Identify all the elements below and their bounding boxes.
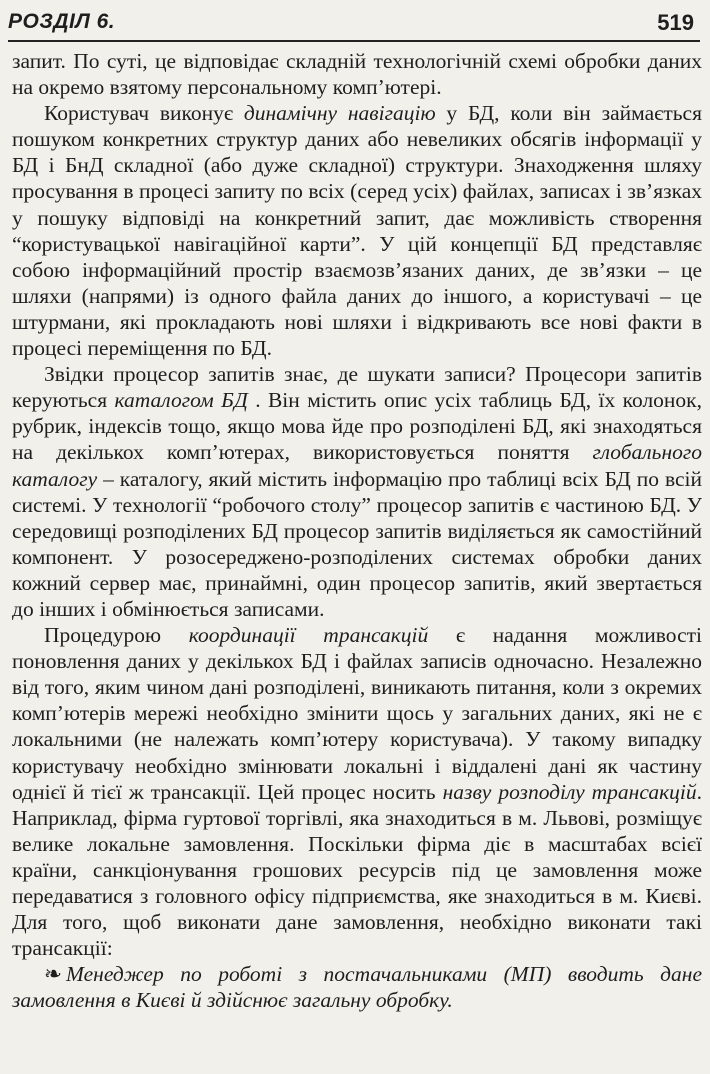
italic-term: динамічну навігацію bbox=[243, 101, 436, 126]
chapter-title: РОЗДІЛ 6. bbox=[8, 10, 116, 33]
text-run: . Він містить опис усіх таблиць БД, їх колонок, рубрик, індексів тощо, якщо мова йде про розподілені БД, які знаходяться на декількох комп’ютерах, використовується поняття bbox=[12, 388, 702, 465]
running-header bbox=[0, 0, 700, 42]
paragraph bbox=[12, 100, 702, 361]
italic-term: каталогом БД bbox=[114, 388, 248, 413]
text-run: – каталогу, який містить інформацію про таблиці всіх БД по всій системі. У технології “робочого столу” процесор запитів є частиною БД. У середовищі розподілених БД процесор запитів виділяється як самостійний компонент. У розосереджено-розподілених системах обробки даних кожний сервер має, принаймні, один процесор запитів, який звертається до інших і обмінюється записами. bbox=[12, 466, 702, 621]
italic-term: назву розподілу трансакцій bbox=[442, 779, 697, 804]
text-run: Звідки процесор запитів знає, де шукати записи? Процесори запитів керуються bbox=[12, 362, 702, 413]
paragraph bbox=[12, 48, 702, 100]
list-item-text: Менеджер по роботі з постачальниками (МП) вводить дане замовлення в Києві й здійснює загальну обробку. bbox=[12, 962, 702, 1013]
italic-term: координації трансакцій bbox=[188, 623, 429, 648]
paragraph bbox=[12, 361, 702, 622]
text-run: . Наприклад, фірма гуртової торгівлі, яка знаходиться в м. Львові, розміщує велике локальне замовлення. Поскільки фірма діє в масштабах всієї країни, санкціонування грошових ресурсів під це замовлення може передаватися з головного офісу підприємства, яке знаходиться в м. Києві. Для того, щоб виконати дане замовлення, необхідно виконати такі трансакції: bbox=[12, 779, 702, 961]
bullet-icon: ❧ bbox=[44, 962, 63, 987]
text-run: Процедурою bbox=[44, 623, 189, 648]
text-run: запит. По суті, це відповідає складній технологічній схемі обробки даних на окремо взятому персональному комп’ютері. bbox=[12, 49, 702, 100]
italic-term: глобального каталогу bbox=[12, 440, 702, 491]
body-text bbox=[12, 48, 702, 1013]
list-item bbox=[12, 961, 702, 1013]
text-run: є надання можливості поновлення даних у декількох БД і файлах записів одночасно. Незалежно від того, яким чином дані розподілені, виникають питання, коли з окремих комп’ютерів мережі необхідно змінити щось у загальних даних, які не є локальними (не належать комп’ютеру користувача). У такому випадку користувачу необхідно змінювати локальні і віддалені дані як частину однієї й тієї ж трансакції. Цей процес носить bbox=[12, 623, 702, 804]
header-rule bbox=[8, 40, 700, 42]
page-number: 519 bbox=[657, 10, 694, 35]
paragraph bbox=[12, 622, 702, 961]
text-run: Користувач виконує bbox=[44, 101, 244, 126]
text-run: у БД, коли він займається пошуком конкретних структур даних або невеликих обсягів інформації у БД і БнД складної (або дуже складної) структури. Знаходження шляху просування в процесі запиту по всіх (серед усіх) файлах, записах і зв’язках у пошуку відповіді на конкретний запит, дає можливість створення “користувацької навігаційної карти”. У цій концепції БД представляє собою інформаційний простір взаємозв’язаних даних, де зв’язки – це шляхи (напрями) із одного файла даних до іншого, а користувачі – це штурмани, які прокладають нові шляхи і відкривають все нові факти в процесі переміщення по БД. bbox=[12, 101, 702, 361]
